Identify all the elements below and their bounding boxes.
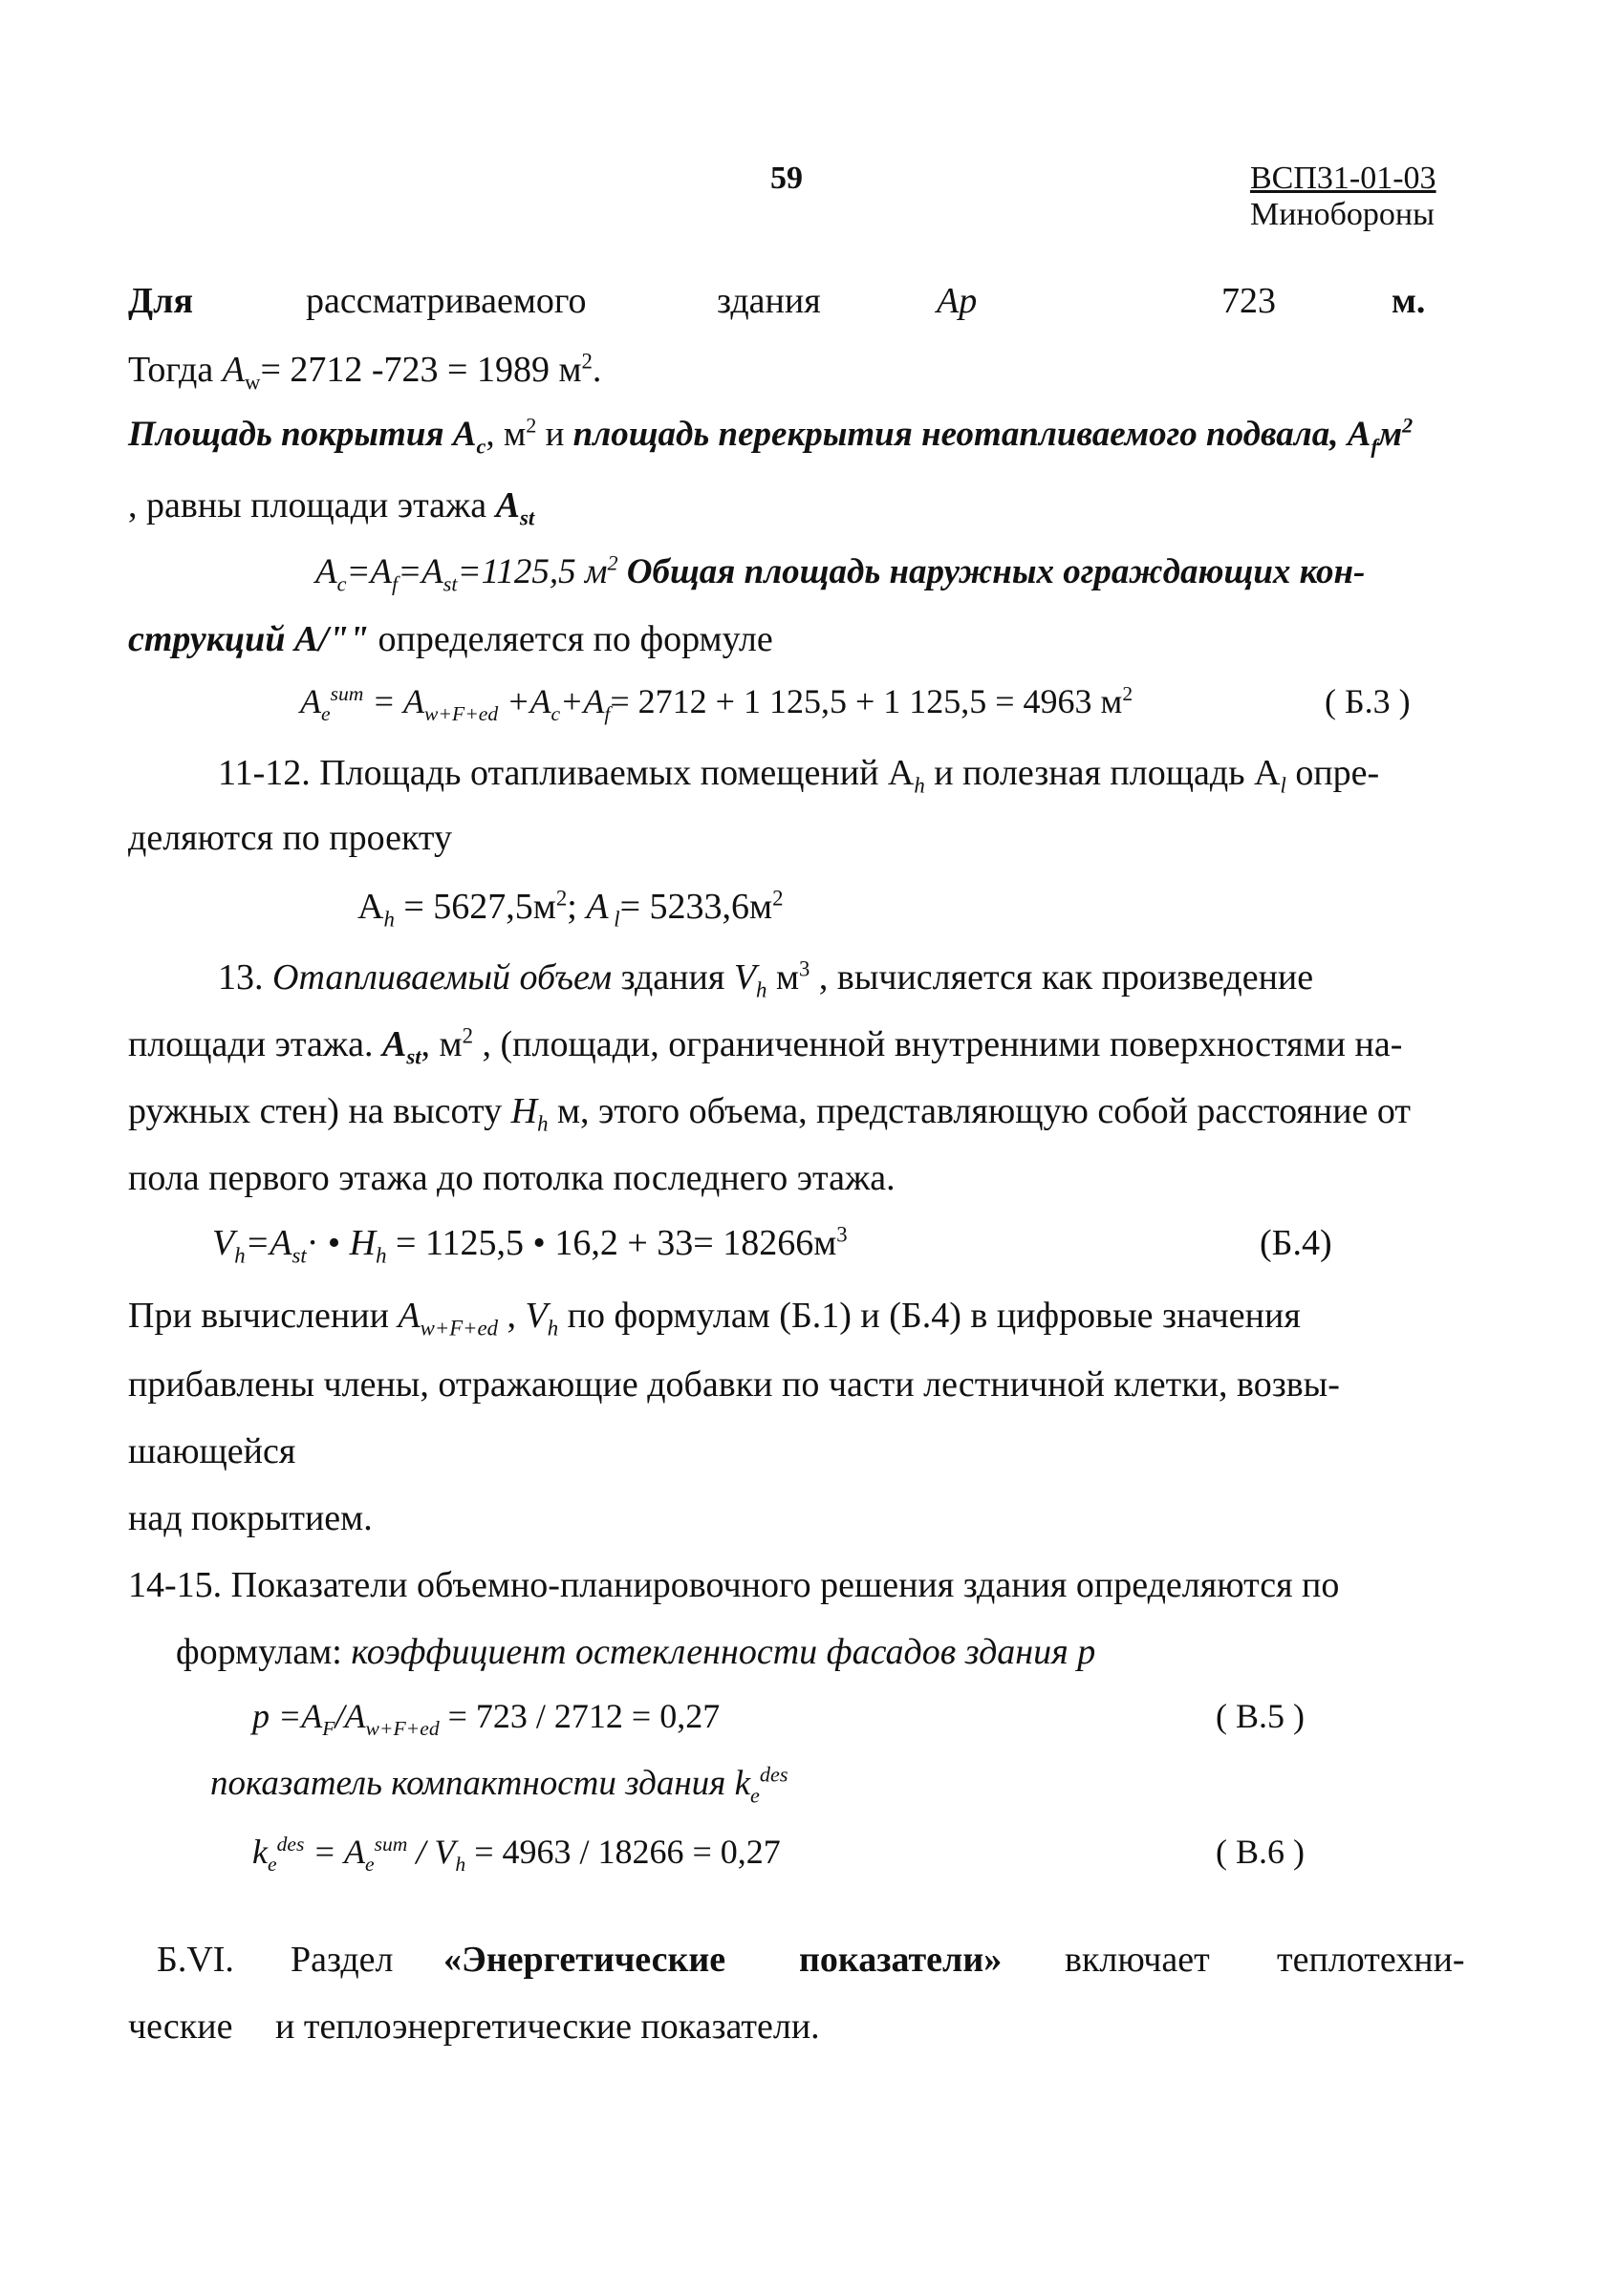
paragraph-line-18: шающейся — [128, 1431, 296, 1471]
text-run: , — [498, 1296, 526, 1336]
subscript: c — [336, 571, 347, 596]
superscript: 2 — [555, 886, 568, 911]
subscript: w+F+ed — [424, 702, 499, 726]
superscript: 3 — [836, 1222, 848, 1247]
text-run: /A — [335, 1697, 366, 1735]
text-run: Отапливаемый объем — [272, 957, 613, 998]
text-run: = 5233,6м — [619, 887, 773, 927]
text-run: H — [349, 1223, 377, 1263]
equation-number: (Б.4) — [1260, 1223, 1332, 1263]
text-run: определяется по формуле — [369, 619, 773, 659]
text-run: м — [766, 957, 799, 998]
subscript: h — [234, 1243, 246, 1268]
text-run: м, этого объема, представляющую собой расстояние от — [548, 1091, 1412, 1131]
superscript: sum — [374, 1833, 408, 1856]
text-run: V — [212, 1223, 235, 1263]
text-run: ; — [567, 887, 587, 927]
subscript: l — [608, 907, 620, 932]
subscript: st — [291, 1243, 307, 1268]
paragraph-line-4 — [128, 485, 535, 530]
text-run: Общая площадь наружных ограждающих кон- — [617, 552, 1366, 591]
text-run: площадь перекрытия неотапливаемого подвала, A — [572, 415, 1371, 454]
paragraph-line-13 — [128, 1091, 1412, 1136]
text-run: = 5627,5м — [394, 887, 556, 927]
text-run: по формулам (Б.1) и (Б.4) в цифровые значения — [558, 1296, 1301, 1336]
formula-b3 — [300, 682, 1133, 726]
superscript: des — [276, 1833, 305, 1856]
subscript: w — [244, 370, 261, 395]
line-word: «Энергетические — [443, 1940, 726, 1980]
text-run: A — [381, 1024, 407, 1064]
line-word: рассматриваемого — [306, 281, 587, 321]
text-run: = 2712 + 1 125,5 + 1 125,5 = 4963 м — [610, 682, 1123, 720]
subscript: c — [550, 702, 561, 726]
subscript: f — [604, 702, 611, 726]
line-word: Б.VI. — [157, 1940, 234, 1980]
subscript: h — [455, 1853, 466, 1877]
subscript: l — [1280, 773, 1286, 798]
line-word: м. — [1392, 281, 1426, 321]
superscript: sum — [330, 682, 364, 705]
text-run: +A — [560, 682, 605, 720]
equation-number: ( Б.3 ) — [1325, 682, 1411, 720]
text-run: формулам: — [176, 1632, 352, 1672]
document-organization: Минобороны — [1250, 197, 1435, 232]
superscript: 2 — [1402, 413, 1414, 438]
subscript: e — [321, 702, 331, 726]
text-run: H — [510, 1091, 538, 1131]
superscript: 2 — [462, 1023, 473, 1048]
subscript: st — [520, 505, 535, 530]
text-run: здания — [612, 957, 734, 998]
text-run: коэффициент остекленности фасадов здания p — [351, 1632, 1096, 1672]
paragraph-line-8 — [218, 753, 1380, 798]
text-run: A — [495, 485, 520, 526]
text-run: = 723 / 2712 = 0,27 — [439, 1697, 721, 1735]
line-word: ческие — [128, 2006, 233, 2047]
text-run: = A — [304, 1833, 366, 1871]
text-run: . — [592, 350, 602, 390]
text-run: струкций A/"" — [128, 619, 370, 659]
subscript: st — [406, 1044, 421, 1069]
text-run: =A — [245, 1223, 292, 1263]
text-run: 13. — [218, 957, 272, 998]
subscript: h — [756, 977, 767, 1002]
line-word: теплотехни- — [1277, 1940, 1465, 1980]
text-run: / V — [407, 1833, 456, 1871]
text-run: показатель компактности здания k — [210, 1764, 751, 1803]
formula-areas — [357, 886, 784, 932]
superscript: 2 — [1122, 682, 1133, 705]
line-word: Раздел — [291, 1940, 394, 1980]
paragraph-line-17: прибавлены члены, отражающие добавки по части лестничной клетки, возвы- — [128, 1364, 1340, 1405]
subscript: h — [547, 1316, 559, 1341]
subscript: f — [392, 571, 399, 596]
text-run: , (площади, ограниченной внутренними поверхностями на- — [473, 1024, 1403, 1064]
formula-b5 — [252, 1697, 721, 1741]
text-run: , м — [486, 415, 527, 454]
subscript: h — [914, 773, 925, 798]
text-run: =A — [346, 552, 393, 591]
formula-b6 — [252, 1833, 781, 1877]
paragraph-line-20: 14-15. Показатели объемно-планировочного решения здания определяются по — [128, 1565, 1340, 1605]
equation-number: ( B.6 ) — [1216, 1833, 1305, 1871]
subscript: c — [476, 434, 486, 459]
text-run: и полезная площадь A — [924, 753, 1281, 793]
text-run: площади этажа. — [128, 1024, 382, 1064]
subscript: e — [267, 1853, 277, 1877]
paragraph-line-16 — [128, 1296, 1301, 1341]
superscript: 2 — [526, 413, 537, 438]
text-run: , м — [421, 1024, 463, 1064]
text-run: Площадь покрытия A — [128, 415, 477, 454]
text-run: V — [733, 957, 757, 998]
text-run: +A — [498, 682, 551, 720]
text-run: =A — [398, 552, 443, 591]
superscript: 3 — [798, 956, 810, 981]
subscript: f — [1371, 434, 1378, 459]
paragraph-line-9: деляются по проекту — [128, 818, 453, 858]
text-run: A — [300, 682, 321, 720]
line-word: показатели» — [799, 1940, 1003, 1980]
text-run: k — [252, 1833, 268, 1871]
text-run: A — [222, 350, 245, 390]
subscript: e — [750, 1783, 760, 1808]
text-run: V — [525, 1296, 548, 1336]
subscript: h — [537, 1111, 549, 1136]
text-run: = A — [363, 682, 425, 720]
equation-number: ( B.5 ) — [1216, 1697, 1305, 1735]
paragraph-line-5 — [315, 550, 1366, 596]
text-run: , вычисляется как произведение — [810, 957, 1314, 998]
subscript: h — [383, 907, 395, 932]
subscript: w+F+ed — [420, 1316, 499, 1341]
text-run: A — [315, 552, 337, 591]
paragraph-line-6 — [128, 621, 773, 657]
text-run: = 2712 -723 = 1989 м — [260, 350, 582, 390]
subscript: e — [365, 1853, 375, 1877]
text-run: = 1125,5 • 16,2 + 33= 18266м — [386, 1223, 837, 1263]
line-word: Ap — [937, 281, 978, 321]
text-run: =1125,5 м — [457, 552, 608, 591]
line-word: здания — [717, 281, 821, 321]
subscript: h — [376, 1243, 387, 1268]
formula-b4 — [212, 1222, 848, 1268]
text-run: , равны площади этажа — [128, 485, 496, 526]
text-run: A — [357, 887, 384, 927]
superscript: 2 — [607, 550, 618, 575]
subscript: F — [322, 1717, 335, 1741]
text-run: p =A — [252, 1697, 323, 1735]
paragraph-line-12 — [128, 1023, 1403, 1069]
superscript: 2 — [581, 349, 593, 374]
text-run: 11-12. Площадь отапливаемых помещений A — [218, 753, 915, 793]
superscript: 2 — [772, 886, 784, 911]
text-run: При вычислении — [128, 1296, 399, 1336]
line-word: Для — [128, 281, 194, 321]
paragraph-line-3 — [128, 413, 1414, 459]
page-number: 59 — [770, 161, 803, 196]
text-run: = 4963 / 18266 = 0,27 — [465, 1833, 781, 1871]
text-run: Тогда — [128, 350, 223, 390]
line-word: и теплоэнергетические показатели. — [275, 2006, 820, 2047]
paragraph-line-14: пола первого этажа до потолка последнего этажа. — [128, 1158, 896, 1198]
text-run: · • — [306, 1223, 350, 1263]
document-code: ВСП31-01-03 — [1250, 161, 1436, 196]
subscript: st — [443, 571, 458, 596]
paragraph-line-11 — [218, 956, 1314, 1002]
line-word: включает — [1065, 1940, 1210, 1980]
paragraph-line-23 — [210, 1762, 788, 1808]
text-run: ружных стен) на высоту — [128, 1091, 511, 1131]
text-run: опре- — [1285, 753, 1380, 793]
paragraph-line-2 — [128, 349, 602, 395]
text-run: A — [586, 887, 609, 927]
text-run: A — [398, 1296, 421, 1336]
text-run: и — [536, 415, 573, 454]
text-run: м — [1377, 415, 1403, 454]
subscript: w+F+ed — [365, 1717, 440, 1741]
superscript: des — [759, 1762, 788, 1787]
line-word: 723 — [1221, 281, 1276, 321]
paragraph-line-21 — [176, 1634, 1095, 1670]
paragraph-line-19: над покрытием. — [128, 1498, 373, 1538]
